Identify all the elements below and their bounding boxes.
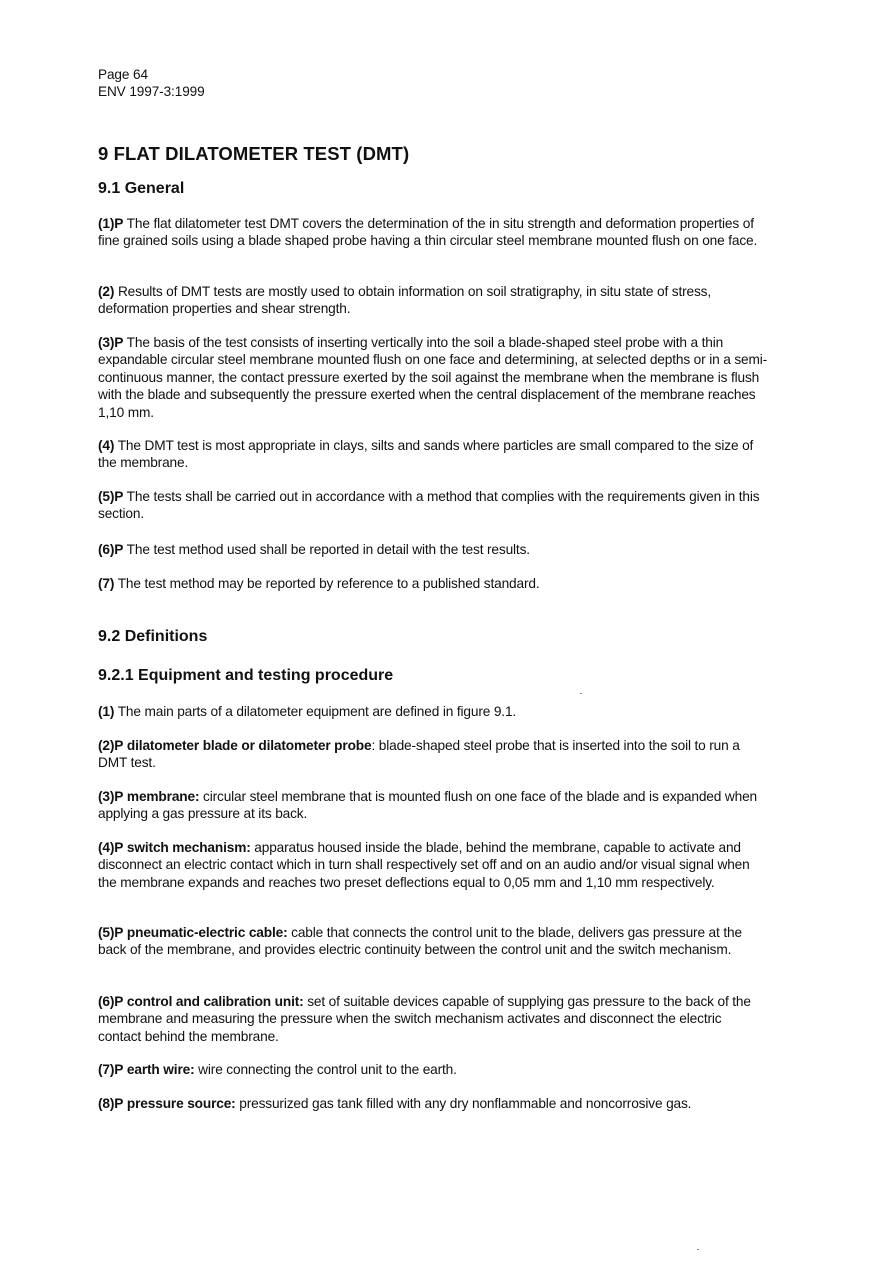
definition-paragraph-3 xyxy=(98,788,768,823)
paragraph-number: (8)P xyxy=(98,1096,124,1111)
general-paragraph-5 xyxy=(98,488,768,523)
paragraph-number: (5)P xyxy=(98,489,124,504)
paragraph-number: (5)P xyxy=(98,925,124,940)
page-number: Page 64 xyxy=(98,67,148,82)
paragraph-number: (2)P xyxy=(98,738,124,753)
definition-paragraph-2 xyxy=(98,737,768,772)
paragraph-text: The flat dilatometer test DMT covers the determination of the in situ strength and deformation properties of fine grained soils using a blade shaped probe having a thin circular steel membrane mounted flush on one face. xyxy=(98,216,758,249)
scan-speck xyxy=(580,693,582,694)
general-heading: 9.1 General xyxy=(98,180,185,197)
paragraph-text: The test method used shall be reported in detail with the test results. xyxy=(126,542,530,557)
general-paragraph-6 xyxy=(98,541,768,558)
section-title: 9 FLAT DILATOMETER TEST (DMT) xyxy=(98,143,410,164)
definition-term: switch mechanism: xyxy=(126,840,251,855)
paragraph-number: (4) xyxy=(98,438,115,453)
paragraph-text: The tests shall be carried out in accordance with a method that complies with the requirements given in this section. xyxy=(98,489,760,522)
paragraph-text: The basis of the test consists of inserting vertically into the soil a blade-shaped steel probe with a thin expandable circular steel membrane mounted flush on one face and determining, at selected depths or in a semi-continuous manner, the contact pressure exerted by the soil against the membrane when the membrane is flush with the blade and subsequently the pressure exerted when the central displacement of the membrane reaches 1,10 mm. xyxy=(98,335,768,420)
definition-paragraph-6 xyxy=(98,993,768,1045)
paragraph-text: set of suitable devices capable of supplying gas pressure to the back of the membrane and measuring the pressure when the switch mechanism activates and disconnect the electric contact behind the membrane. xyxy=(98,994,751,1044)
paragraph-text: Results of DMT tests are mostly used to obtain information on soil stratigraphy, in situ state of stress, deformation properties and shear strength. xyxy=(98,284,712,317)
paragraph-text: pressurized gas tank filled with any dry nonflammable and noncorrosive gas. xyxy=(239,1096,692,1111)
definition-paragraph-5 xyxy=(98,924,768,959)
definitions-heading: 9.2 Definitions xyxy=(98,628,208,645)
paragraph-number: (1) xyxy=(98,704,115,719)
definition-paragraph-1 xyxy=(98,703,768,720)
paragraph-number: (4)P xyxy=(98,840,124,855)
paragraph-text: The DMT test is most appropriate in clays, silts and sands where particles are small compared to the size of the membrane. xyxy=(98,438,754,471)
scan-speck xyxy=(697,1249,699,1250)
paragraph-number: (7)P xyxy=(98,1062,124,1077)
definition-term: membrane: xyxy=(126,789,200,804)
paragraph-text: circular steel membrane that is mounted flush on one face of the blade and is expanded when applying a gas pressure at its back. xyxy=(98,789,757,822)
definition-paragraph-4 xyxy=(98,839,768,891)
paragraph-number: (6)P xyxy=(98,994,124,1009)
paragraph-text: apparatus housed inside the blade, behind the membrane, capable to activate and disconnect an electric contact which in turn shall respectively set off and on an audio and/or visual signal when the membrane expands and reaches two preset deflections equal to 0,05 mm and 1,10 mm respectively. xyxy=(98,840,750,890)
definition-term: pneumatic-electric cable: xyxy=(126,925,288,940)
paragraph-text: wire connecting the control unit to the earth. xyxy=(198,1062,457,1077)
definition-term: earth wire: xyxy=(126,1062,195,1077)
definition-term: dilatometer blade or dilatometer probe xyxy=(126,738,372,753)
general-paragraph-3 xyxy=(98,334,768,421)
general-paragraph-2 xyxy=(98,283,768,318)
definition-paragraph-7 xyxy=(98,1061,768,1078)
paragraph-text: : blade-shaped steel probe that is inserted into the soil to run a DMT test. xyxy=(98,738,740,771)
paragraph-number: (3)P xyxy=(98,789,124,804)
paragraph-number: (2) xyxy=(98,284,115,299)
paragraph-number: (3)P xyxy=(98,335,124,350)
paragraph-number: (6)P xyxy=(98,542,124,557)
paragraph-text: The main parts of a dilatometer equipment are defined in figure 9.1. xyxy=(117,704,517,719)
general-paragraph-7 xyxy=(98,575,768,592)
standard-reference: ENV 1997-3:1999 xyxy=(98,84,205,99)
definition-term: control and calibration unit: xyxy=(126,994,304,1009)
definition-paragraph-8 xyxy=(98,1095,768,1112)
equipment-subheading: 9.2.1 Equipment and testing procedure xyxy=(98,667,394,684)
paragraph-text: cable that connects the control unit to the blade, delivers gas pressure at the back of the membrane, and provides electric continuity between the control unit and the switch mechanism. xyxy=(98,925,742,958)
general-paragraph-4 xyxy=(98,437,768,472)
definition-term: pressure source: xyxy=(126,1096,236,1111)
paragraph-number: (1)P xyxy=(98,216,124,231)
general-paragraph-1 xyxy=(98,215,768,250)
paragraph-text: The test method may be reported by reference to a published standard. xyxy=(117,576,540,591)
paragraph-number: (7) xyxy=(98,576,115,591)
